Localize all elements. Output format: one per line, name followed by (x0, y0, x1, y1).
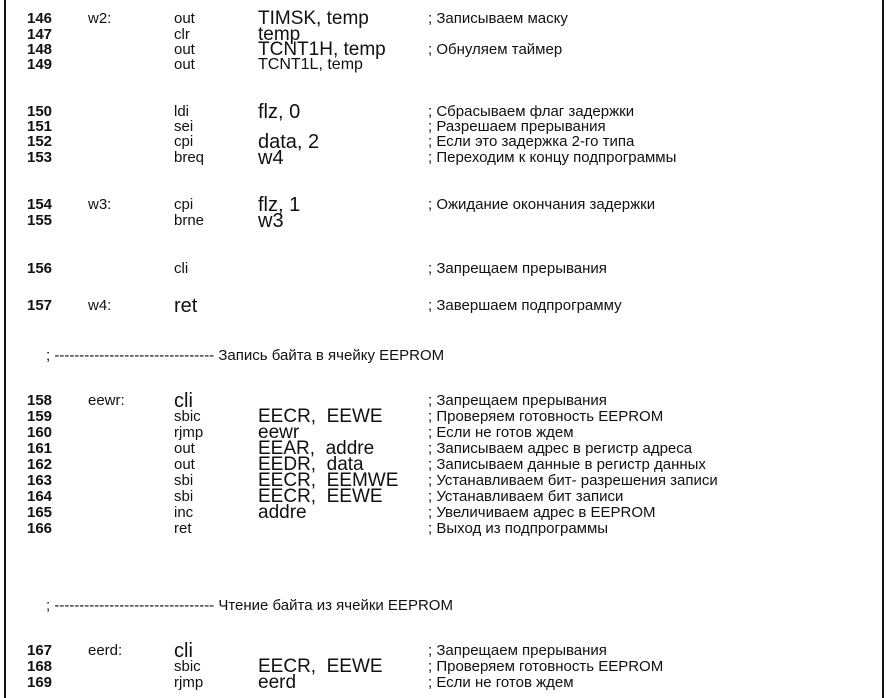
operands: flz, 0 (258, 101, 301, 123)
code-label: eewr: (88, 392, 125, 409)
code-line-150 (6, 101, 886, 123)
line-number: 168 (27, 658, 53, 675)
mnemonic: rjmp (174, 424, 204, 441)
mnemonic: out (174, 440, 195, 457)
line-number: 158 (27, 392, 53, 409)
line-number: 164 (27, 488, 53, 505)
operands: EEDR, data (258, 454, 364, 475)
code-line-162 (6, 454, 886, 475)
code-line-152 (6, 131, 886, 153)
mnemonic: ret (174, 295, 198, 317)
code-line-159 (6, 406, 886, 427)
comment: ; Если не готов ждем (428, 674, 574, 691)
operands: addre (258, 502, 307, 523)
code-label: w4: (88, 297, 112, 314)
code-line-167 (6, 640, 886, 662)
code-line-151 (6, 119, 886, 134)
mnemonic: sbi (174, 472, 194, 489)
operands: TIMSK, temp (258, 8, 369, 29)
mnemonic: brne (174, 212, 205, 229)
line-number: 152 (27, 133, 53, 150)
code-line-165 (6, 502, 886, 523)
operands: eewr (258, 422, 300, 443)
code-label: w2: (88, 10, 112, 27)
mnemonic: inc (174, 504, 194, 521)
comment: ; Запрещаем прерывания (428, 260, 607, 277)
comment: ; Устанавливаем бит записи (428, 488, 624, 505)
operands: w4 (258, 147, 284, 169)
comment: ; Устанавливаем бит- разрешения записи (428, 472, 718, 489)
code-line-147 (6, 24, 886, 45)
line-number: 159 (27, 408, 53, 425)
line-number: 169 (27, 674, 53, 691)
code-line-154 (6, 194, 886, 216)
mnemonic: sbic (174, 658, 201, 675)
mnemonic: out (174, 456, 195, 473)
line-number: 157 (27, 297, 53, 314)
operands: EECR, EEWE (258, 406, 383, 427)
mnemonic: clr (174, 26, 190, 43)
section-separator-eeprom-write: ; -------------------------------- Запись байта в ячейку EEPROM (46, 347, 445, 364)
comment: ; Увеличиваем адрес в EEPROM (428, 504, 656, 521)
code-line-157 (6, 295, 886, 317)
code-line-148 (6, 39, 886, 60)
comment: ; Ожидание окончания задержки (428, 196, 656, 213)
mnemonic: ret (174, 520, 192, 537)
code-line-155 (6, 210, 886, 232)
operands: EECR, EEWE (258, 656, 383, 677)
code-line-160 (6, 422, 886, 443)
code-line-146 (6, 8, 886, 29)
line-number: 161 (27, 440, 53, 457)
comment: ; Обнуляем таймер (428, 41, 563, 58)
mnemonic: out (174, 41, 195, 58)
code-line-169 (6, 672, 886, 693)
line-number: 150 (27, 103, 53, 120)
comment: ; Разрешаем прерывания (428, 118, 606, 135)
mnemonic: cli (174, 640, 193, 662)
line-number: 147 (27, 26, 53, 43)
operands: TCNT1L, temp (258, 56, 363, 73)
mnemonic: sbi (174, 488, 194, 505)
operands: data, 2 (258, 131, 320, 153)
line-number: 151 (27, 118, 53, 135)
mnemonic: sei (174, 118, 194, 135)
mnemonic: breq (174, 149, 205, 166)
line-number: 148 (27, 41, 53, 58)
line-number: 162 (27, 456, 53, 473)
mnemonic: rjmp (174, 674, 204, 691)
mnemonic: sbic (174, 408, 201, 425)
code-line-153 (6, 147, 886, 169)
mnemonic: cpi (174, 196, 194, 213)
line-number: 149 (27, 56, 53, 73)
code-label: eerd: (88, 642, 123, 659)
listing-frame (4, 0, 884, 698)
comment: ; Проверяем готовность EEPROM (428, 658, 664, 675)
line-number: 155 (27, 212, 53, 229)
line-number: 166 (27, 520, 53, 537)
code-label: w3: (88, 196, 112, 213)
comment: ; Записываем адрес в регистр адреса (428, 440, 693, 457)
code-line-156 (6, 261, 886, 276)
line-number: 154 (27, 196, 53, 213)
operands: EEAR, addre (258, 438, 375, 459)
comment: ; Завершаем подпрограмму (428, 297, 622, 314)
operands: EECR, EEWE (258, 486, 383, 507)
code-line-166 (6, 521, 886, 536)
comment: ; Проверяем готовность EEPROM (428, 408, 664, 425)
code-line-158 (6, 390, 886, 412)
mnemonic: out (174, 10, 195, 27)
operands: temp (258, 24, 301, 45)
line-number: 156 (27, 260, 53, 277)
comment: ; Запрещаем прерывания (428, 392, 607, 409)
line-number: 165 (27, 504, 53, 521)
comment: ; Сбрасываем флаг задержки (428, 103, 635, 120)
section-separator-eeprom-read: ; -------------------------------- Чтение байта из ячейки EEPROM (46, 597, 453, 614)
comment: ; Выход из подпрограммы (428, 520, 609, 537)
operands: eerd (258, 672, 297, 693)
code-line-168 (6, 656, 886, 677)
line-number: 160 (27, 424, 53, 441)
code-line-161 (6, 438, 886, 459)
code-line-164 (6, 486, 886, 507)
comment: ; Записываем данные в регистр данных (428, 456, 706, 473)
mnemonic: out (174, 56, 195, 73)
comment: ; Если это задержка 2-го типа (428, 133, 635, 150)
operands: EECR, EEMWE (258, 470, 399, 491)
operands: w3 (258, 210, 284, 232)
comment: ; Записываем маску (428, 10, 568, 27)
line-number: 163 (27, 472, 53, 489)
line-number: 153 (27, 149, 53, 166)
mnemonic: ldi (174, 103, 190, 120)
code-line-149 (6, 57, 886, 72)
comment: ; Запрещаем прерывания (428, 642, 607, 659)
line-number: 146 (27, 10, 53, 27)
mnemonic: cpi (174, 133, 194, 150)
comment: ; Переходим к концу подпрограммы (428, 149, 677, 166)
mnemonic: cli (174, 260, 189, 277)
mnemonic: cli (174, 390, 193, 412)
operands: flz, 1 (258, 194, 301, 216)
comment: ; Если не готов ждем (428, 424, 574, 441)
operands: TCNT1H, temp (258, 39, 386, 60)
code-line-163 (6, 470, 886, 491)
line-number: 167 (27, 642, 53, 659)
